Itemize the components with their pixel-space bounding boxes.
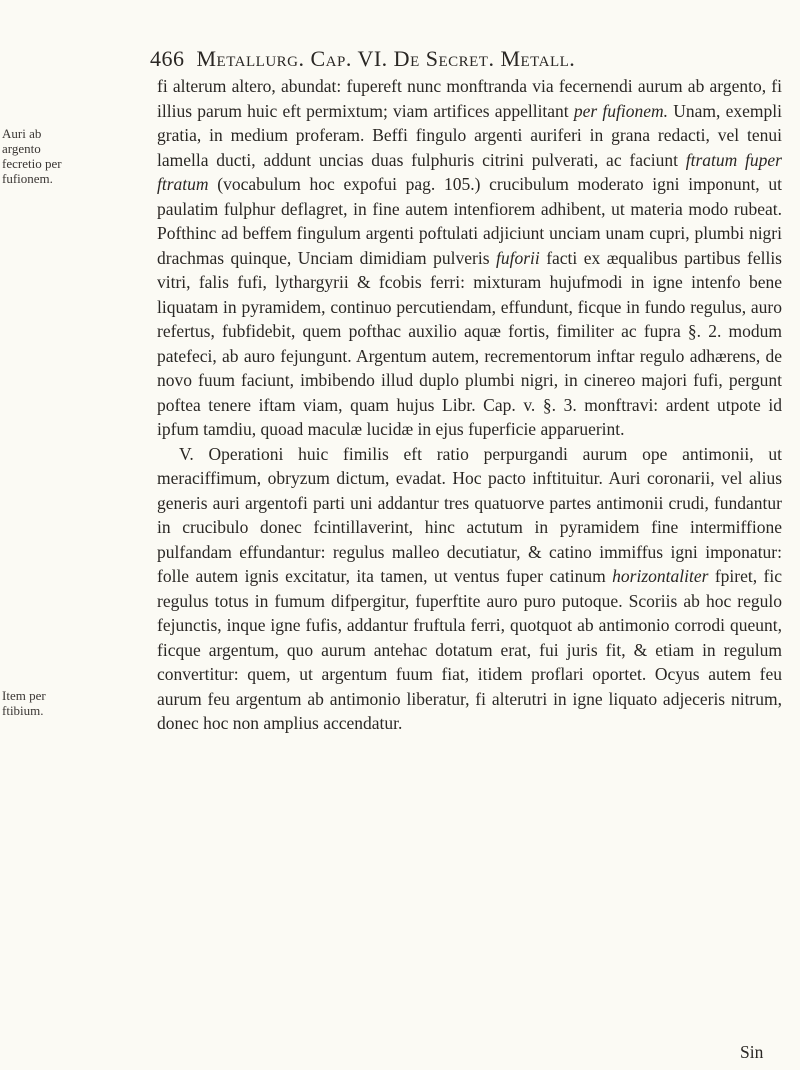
catchword: Sin [740, 1042, 764, 1062]
paragraph-1: fi alterum altero, abundat: fupereft nunc monftranda via fecernendi aurum ab argento, fi illius parum huic eft permixtum; viam artifices appellitant per fufionem. Unam, exempli gratia, in medium proferam. Beffi fingulo argenti auriferi in grana redacti, vel tenui lamella ducti, addunt uncias duas fulphuris citrini pulverati, ac faciunt ftratum fuper ftratum (vocabulum hoc expofui pag. 105.) crucibulum moderato igni imponunt, ut paulatim fulphur deflagret, in fine autem intenfiorem adhibent, ut materia modo rubeat. Pofthinc ad beffem fingulum argenti poftulati adjiciunt unciam unam cupri, plumbi nigri drachmas quinque, Unciam dimidiam pulveris fuforii facti ex æqualibus partibus fellis vitri, falis fufi, lythargyrii & fcobis ferri: mixturam hujufmodi in igne intenfo bene liquatam in pyramidem, continuo percutiendam, effundunt, ficque in fundo regulus, auro refertus, fubfidebit, quem pofthac auxilio aquæ fortis, fimiliter ac fupra §. 2. modum patefeci, ab auro fejungunt. Argentum autem, recrementorum inftar regulo adhærens, de novo fuum faciunt, imbibendo illud duplo plumbi nigri, in cinereo majori fufi, pergunt poftea tenere iftam viam, quam hujus Libr. Cap. v. §. 3. monftravi: ardent utpote id ipfum tamdiu, quoad maculæ lucidæ in ejus fuperficie apparuerint. [157, 76, 783, 439]
running-head [150, 44, 790, 74]
running-title: Metallurg. Cap. VI. De Secret. Metall. [196, 46, 576, 71]
margin-note-stibium: Item per ftibium. [2, 688, 46, 718]
body-text [157, 74, 782, 736]
margin-note-fusion: Auri ab argento fecretio per fufionem. [2, 126, 62, 186]
page-number: 466 [150, 46, 185, 71]
paragraph-2: V. Operationi huic fimilis eft ratio perpurgandi aurum ope antimonii, ut meraciffimum, obryzum dictum, evadat. Hoc pacto inftituitur. Auri coronarii, vel alius generis auri argentofi parti uni addantur tres quatuorve partes antimonii crudi, fundantur in crucibulo donec fcintillaverint, hinc actutum in pyramidem fine intermiffione pulfandam effundantur: regulus malleo decutiatur, & catino immiffus igni imponatur: folle autem ignis excitatur, ita tamen, ut ventus fuper catinum horizontaliter fpiret, fic regulus totus in fumum difpergitur, fuperftite auro puro putoque. Scoriis ab hoc regulo fejunctis, inque igne fufis, addantur fruftula ferri, quotquot ab antimonio corrodi queunt, ficque argentum, quo aurum antehac dotatum erat, fui juris fit, & etiam in regulum convertitur: quem, ut argentum fuum fiat, itidem proflari oportet. Ocyus autem feu aurum feu argentum ab antimonio liberatur, fi alterutri in igne liquato adjeceris nitrum, donec hoc non amplius accendatur. [157, 443, 782, 733]
